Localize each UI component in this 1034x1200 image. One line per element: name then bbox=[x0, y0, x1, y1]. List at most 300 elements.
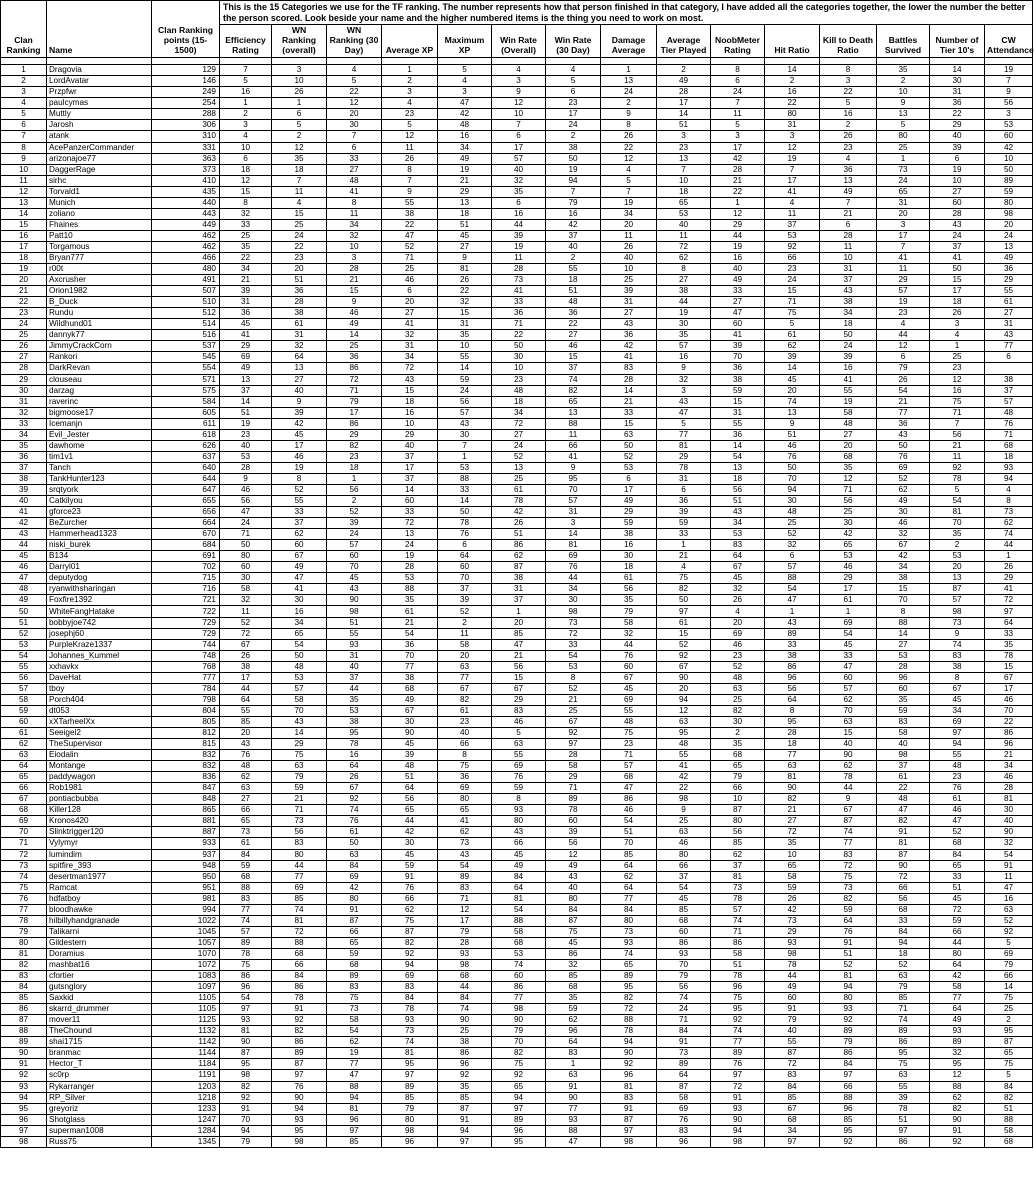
category-score-cell: 96 bbox=[438, 1059, 492, 1070]
category-score-cell: 86 bbox=[877, 1037, 930, 1048]
category-score-cell: 61 bbox=[272, 319, 327, 330]
points-cell: 254 bbox=[152, 98, 220, 109]
category-score-cell: 48 bbox=[327, 175, 382, 186]
category-score-cell: 83 bbox=[930, 650, 985, 661]
category-score-cell: 57 bbox=[930, 595, 985, 606]
table-row bbox=[1, 363, 1033, 374]
points-cell: 664 bbox=[152, 518, 220, 529]
category-score-cell: 97 bbox=[601, 1125, 657, 1136]
player-name-cell: paulcymas bbox=[47, 98, 152, 109]
rank-cell: 37 bbox=[1, 462, 47, 473]
category-score-cell: 48 bbox=[711, 672, 765, 683]
category-score-cell: 56 bbox=[546, 838, 601, 849]
player-name-cell: Icemanjn bbox=[47, 418, 152, 429]
category-score-cell: 48 bbox=[382, 761, 438, 772]
category-score-cell: 94 bbox=[985, 473, 1033, 484]
rank-cell: 33 bbox=[1, 418, 47, 429]
player-name-cell: Kronos420 bbox=[47, 816, 152, 827]
category-score-cell: 51 bbox=[546, 286, 601, 297]
category-score-cell: 68 bbox=[765, 1114, 820, 1125]
category-score-cell: 89 bbox=[327, 971, 382, 982]
category-score-cell: 46 bbox=[711, 639, 765, 650]
rank-cell: 3 bbox=[1, 87, 47, 98]
category-score-cell: 79 bbox=[546, 197, 601, 208]
category-score-cell: 70 bbox=[546, 484, 601, 495]
category-score-cell: 63 bbox=[820, 716, 877, 727]
category-score-cell: 52 bbox=[765, 529, 820, 540]
category-score-cell: 45 bbox=[546, 937, 601, 948]
category-score-cell: 25 bbox=[657, 816, 711, 827]
category-score-cell: 15 bbox=[272, 208, 327, 219]
category-score-cell: 65 bbox=[438, 805, 492, 816]
category-score-cell: 11 bbox=[272, 186, 327, 197]
player-name-cell: niski_burek bbox=[47, 540, 152, 551]
category-score-cell: 28 bbox=[601, 374, 657, 385]
category-score-cell: 39 bbox=[601, 286, 657, 297]
category-score-cell: 70 bbox=[438, 573, 492, 584]
category-score-cell: 49 bbox=[657, 76, 711, 87]
category-score-cell: 91 bbox=[657, 1037, 711, 1048]
category-score-cell: 11 bbox=[382, 142, 438, 153]
category-score-cell: 29 bbox=[820, 573, 877, 584]
category-score-cell: 30 bbox=[438, 429, 492, 440]
category-score-cell: 84 bbox=[877, 926, 930, 937]
category-score-cell: 94 bbox=[930, 739, 985, 750]
category-score-cell: 21 bbox=[327, 275, 382, 286]
category-score-cell: 61 bbox=[877, 772, 930, 783]
category-score-cell: 73 bbox=[438, 838, 492, 849]
category-score-cell: 4 bbox=[327, 65, 382, 76]
category-score-cell: 5 bbox=[877, 120, 930, 131]
rank-cell: 83 bbox=[1, 971, 47, 982]
category-score-cell: 56 bbox=[711, 484, 765, 495]
category-score-cell: 19 bbox=[438, 164, 492, 175]
category-score-cell: 75 bbox=[930, 396, 985, 407]
category-score-cell: 32 bbox=[765, 540, 820, 551]
category-score-cell: 20 bbox=[382, 297, 438, 308]
category-score-cell: 2 bbox=[546, 252, 601, 263]
category-score-cell: 2 bbox=[546, 131, 601, 142]
category-score-cell: 56 bbox=[877, 893, 930, 904]
category-score-cell: 2 bbox=[877, 76, 930, 87]
category-score-cell: 65 bbox=[820, 540, 877, 551]
category-score-cell: 4 bbox=[820, 153, 877, 164]
rank-cell: 58 bbox=[1, 694, 47, 705]
category-score-cell: 59 bbox=[546, 1004, 601, 1015]
category-score-cell: 22 bbox=[546, 319, 601, 330]
player-name-cell: Russ75 bbox=[47, 1136, 152, 1147]
category-score-cell: 61 bbox=[601, 573, 657, 584]
category-score-cell: 90 bbox=[657, 672, 711, 683]
category-score-cell: 27 bbox=[930, 186, 985, 197]
category-score-cell: 7 bbox=[765, 164, 820, 175]
table-row bbox=[1, 341, 1033, 352]
category-score-cell: 55 bbox=[492, 750, 546, 761]
rank-cell: 93 bbox=[1, 1081, 47, 1092]
category-score-cell: 82 bbox=[438, 694, 492, 705]
category-score-cell: 72 bbox=[930, 904, 985, 915]
category-score-cell: 29 bbox=[220, 341, 272, 352]
table-row bbox=[1, 728, 1033, 739]
category-score-cell: 94 bbox=[546, 175, 601, 186]
rank-cell: 30 bbox=[1, 385, 47, 396]
category-score-cell: 1 bbox=[272, 98, 327, 109]
category-score-cell: 84 bbox=[382, 993, 438, 1004]
category-score-cell: 83 bbox=[272, 838, 327, 849]
category-score-cell: 22 bbox=[930, 109, 985, 120]
category-score-cell: 26 bbox=[220, 650, 272, 661]
category-score-cell: 75 bbox=[272, 750, 327, 761]
category-score-cell: 70 bbox=[985, 705, 1033, 716]
category-score-cell: 49 bbox=[711, 275, 765, 286]
category-score-cell: 43 bbox=[711, 507, 765, 518]
category-score-cell: 46 bbox=[327, 308, 382, 319]
category-score-cell: 25 bbox=[327, 341, 382, 352]
rank-cell: 49 bbox=[1, 595, 47, 606]
category-score-cell: 14 bbox=[546, 529, 601, 540]
category-score-cell: 87 bbox=[272, 1059, 327, 1070]
category-score-cell: 37 bbox=[382, 451, 438, 462]
category-score-cell: 88 bbox=[877, 617, 930, 628]
category-score-cell: 21 bbox=[438, 175, 492, 186]
category-score-cell: 79 bbox=[382, 1103, 438, 1114]
points-cell: 950 bbox=[152, 871, 220, 882]
category-score-cell: 3 bbox=[327, 252, 382, 263]
category-score-cell: 68 bbox=[327, 959, 382, 970]
category-score-cell: 75 bbox=[438, 761, 492, 772]
category-score-cell: 67 bbox=[327, 783, 382, 794]
category-score-cell: 72 bbox=[382, 518, 438, 529]
category-score-cell: 41 bbox=[382, 319, 438, 330]
category-score-cell: 49 bbox=[601, 496, 657, 507]
category-score-cell: 60 bbox=[382, 496, 438, 507]
category-score-cell: 87 bbox=[220, 1048, 272, 1059]
category-score-cell: 52 bbox=[711, 661, 765, 672]
category-score-cell: 60 bbox=[877, 683, 930, 694]
category-score-cell: 63 bbox=[546, 1070, 601, 1081]
category-score-cell: 32 bbox=[985, 838, 1033, 849]
category-score-cell: 70 bbox=[930, 518, 985, 529]
category-score-cell: 11 bbox=[657, 230, 711, 241]
category-score-cell: 77 bbox=[765, 750, 820, 761]
category-score-cell: 44 bbox=[711, 230, 765, 241]
category-score-cell: 28 bbox=[438, 937, 492, 948]
category-score-cell: 59 bbox=[877, 705, 930, 716]
category-score-cell: 81 bbox=[220, 1026, 272, 1037]
category-score-cell: 9 bbox=[657, 805, 711, 816]
category-score-cell: 30 bbox=[657, 319, 711, 330]
category-score-cell: 46 bbox=[546, 341, 601, 352]
category-score-cell: 91 bbox=[985, 860, 1033, 871]
category-score-cell: 25 bbox=[220, 230, 272, 241]
table-row bbox=[1, 540, 1033, 551]
category-score-cell: 27 bbox=[657, 275, 711, 286]
category-score-cell: 47 bbox=[657, 407, 711, 418]
category-score-cell: 82 bbox=[601, 993, 657, 1004]
category-score-cell: 15 bbox=[820, 728, 877, 739]
category-score-cell: 9 bbox=[438, 252, 492, 263]
category-score-cell: 8 bbox=[985, 496, 1033, 507]
category-score-cell: 19 bbox=[220, 418, 272, 429]
category-score-cell: 21 bbox=[765, 805, 820, 816]
category-score-cell: 70 bbox=[601, 838, 657, 849]
category-score-cell: 87 bbox=[930, 584, 985, 595]
category-score-cell: 56 bbox=[820, 496, 877, 507]
table-row bbox=[1, 374, 1033, 385]
rank-cell: 36 bbox=[1, 451, 47, 462]
category-score-cell: 17 bbox=[820, 584, 877, 595]
category-score-cell: 83 bbox=[601, 1092, 657, 1103]
category-score-cell: 3 bbox=[711, 131, 765, 142]
category-score-cell: 6 bbox=[438, 540, 492, 551]
category-score-cell: 71 bbox=[327, 385, 382, 396]
category-score-cell: 87 bbox=[657, 1081, 711, 1092]
category-score-cell: 35 bbox=[220, 241, 272, 252]
category-score-cell: 80 bbox=[711, 816, 765, 827]
category-score-cell: 69 bbox=[546, 551, 601, 562]
category-score-cell: 11 bbox=[492, 252, 546, 263]
player-name-cell: Darryl01 bbox=[47, 562, 152, 573]
category-score-cell: 94 bbox=[877, 937, 930, 948]
category-score-cell: 56 bbox=[601, 584, 657, 595]
player-name-cell: desertman1977 bbox=[47, 871, 152, 882]
category-score-cell: 55 bbox=[438, 352, 492, 363]
points-cell: 584 bbox=[152, 396, 220, 407]
points-cell: 554 bbox=[152, 363, 220, 374]
rank-cell: 17 bbox=[1, 241, 47, 252]
category-score-cell: 32 bbox=[438, 297, 492, 308]
category-score-cell: 87 bbox=[820, 816, 877, 827]
category-score-cell: 50 bbox=[930, 264, 985, 275]
category-score-cell: 67 bbox=[546, 716, 601, 727]
category-score-cell: 89 bbox=[220, 937, 272, 948]
category-score-cell: 97 bbox=[220, 1004, 272, 1015]
category-score-cell: 43 bbox=[220, 739, 272, 750]
category-score-cell: 30 bbox=[220, 573, 272, 584]
category-score-cell: 55 bbox=[546, 264, 601, 275]
category-score-cell: 31 bbox=[985, 319, 1033, 330]
category-score-cell: 29 bbox=[492, 694, 546, 705]
category-score-cell: 3 bbox=[220, 120, 272, 131]
points-cell: 507 bbox=[152, 286, 220, 297]
points-cell: 571 bbox=[152, 374, 220, 385]
category-score-cell: 18 bbox=[877, 948, 930, 959]
category-score-cell: 12 bbox=[877, 341, 930, 352]
category-score-cell: 58 bbox=[930, 982, 985, 993]
category-score-cell: 5 bbox=[272, 120, 327, 131]
category-score-cell: 7 bbox=[711, 98, 765, 109]
category-score-cell: 1 bbox=[820, 606, 877, 617]
table-row bbox=[1, 208, 1033, 219]
category-score-cell: 24 bbox=[220, 518, 272, 529]
category-score-cell: 41 bbox=[327, 186, 382, 197]
category-score-cell: 20 bbox=[220, 728, 272, 739]
category-score-cell: 67 bbox=[985, 672, 1033, 683]
category-score-cell: 37 bbox=[272, 518, 327, 529]
category-score-cell: 20 bbox=[438, 650, 492, 661]
category-score-cell: 97 bbox=[711, 1070, 765, 1081]
category-score-cell: 47 bbox=[930, 816, 985, 827]
category-score-cell: 28 bbox=[930, 208, 985, 219]
table-row bbox=[1, 694, 1033, 705]
category-score-cell: 59 bbox=[711, 385, 765, 396]
rank-cell: 26 bbox=[1, 341, 47, 352]
player-name-cell: Patt10 bbox=[47, 230, 152, 241]
category-score-cell: 36 bbox=[327, 352, 382, 363]
points-cell: 410 bbox=[152, 175, 220, 186]
category-score-cell: 33 bbox=[382, 507, 438, 518]
category-score-cell: 17 bbox=[601, 484, 657, 495]
category-score-cell: 37 bbox=[382, 473, 438, 484]
category-score-cell: 50 bbox=[765, 462, 820, 473]
category-score-cell: 16 bbox=[327, 750, 382, 761]
category-score-cell: 93 bbox=[438, 948, 492, 959]
category-score-cell: 89 bbox=[820, 1026, 877, 1037]
category-score-cell: 12 bbox=[220, 175, 272, 186]
category-score-cell: 68 bbox=[820, 451, 877, 462]
category-score-cell: 69 bbox=[492, 761, 546, 772]
category-score-cell: 6 bbox=[492, 197, 546, 208]
category-score-cell: 14 bbox=[930, 65, 985, 76]
category-score-cell: 45 bbox=[438, 230, 492, 241]
category-score-cell: 78 bbox=[601, 1026, 657, 1037]
ranking-rows bbox=[1, 65, 1033, 1148]
category-score-cell: 29 bbox=[327, 429, 382, 440]
table-row bbox=[1, 959, 1033, 970]
table-row bbox=[1, 871, 1033, 882]
category-score-cell: 40 bbox=[711, 264, 765, 275]
category-score-cell: 5 bbox=[765, 319, 820, 330]
category-score-cell bbox=[985, 363, 1033, 374]
category-score-cell: 38 bbox=[985, 374, 1033, 385]
category-score-cell: 18 bbox=[220, 164, 272, 175]
category-score-cell: 26 bbox=[765, 893, 820, 904]
category-score-cell: 7 bbox=[657, 164, 711, 175]
category-score-cell: 54 bbox=[220, 993, 272, 1004]
category-score-cell: 96 bbox=[820, 1103, 877, 1114]
rank-cell: 81 bbox=[1, 948, 47, 959]
category-score-cell: 61 bbox=[382, 606, 438, 617]
category-score-cell: 57 bbox=[546, 496, 601, 507]
points-cell: 146 bbox=[152, 76, 220, 87]
category-score-cell: 65 bbox=[492, 1081, 546, 1092]
table-row bbox=[1, 451, 1033, 462]
player-name-cell: spitfire_393 bbox=[47, 860, 152, 871]
category-score-cell: 96 bbox=[492, 1125, 546, 1136]
category-score-cell: 54 bbox=[546, 650, 601, 661]
table-row bbox=[1, 496, 1033, 507]
category-score-cell: 34 bbox=[711, 518, 765, 529]
category-score-cell: 27 bbox=[438, 241, 492, 252]
category-score-cell: 7 bbox=[930, 418, 985, 429]
category-score-cell: 36 bbox=[546, 308, 601, 319]
points-cell: 512 bbox=[152, 308, 220, 319]
category-score-cell: 45 bbox=[220, 319, 272, 330]
category-score-cell: 51 bbox=[711, 959, 765, 970]
category-score-cell: 33 bbox=[765, 639, 820, 650]
table-row bbox=[1, 915, 1033, 926]
category-score-cell: 39 bbox=[220, 286, 272, 297]
category-score-cell: 41 bbox=[438, 816, 492, 827]
category-score-cell: 20 bbox=[492, 617, 546, 628]
player-name-cell: Ramcat bbox=[47, 882, 152, 893]
category-score-cell: 3 bbox=[492, 76, 546, 87]
category-score-cell: 36 bbox=[930, 98, 985, 109]
category-score-cell: 91 bbox=[601, 1103, 657, 1114]
player-name-cell: mover11 bbox=[47, 1015, 152, 1026]
category-score-cell: 97 bbox=[820, 1070, 877, 1081]
category-score-cell: 77 bbox=[220, 904, 272, 915]
category-score-cell: 61 bbox=[327, 827, 382, 838]
category-score-cell: 45 bbox=[382, 849, 438, 860]
category-score-cell: 40 bbox=[985, 816, 1033, 827]
category-score-cell: 37 bbox=[765, 219, 820, 230]
category-score-cell: 51 bbox=[985, 1103, 1033, 1114]
category-score-cell: 7 bbox=[877, 241, 930, 252]
points-cell: 310 bbox=[152, 131, 220, 142]
points-cell: 684 bbox=[152, 540, 220, 551]
category-score-cell: 50 bbox=[438, 507, 492, 518]
category-score-cell: 3 bbox=[765, 131, 820, 142]
category-score-cell: 66 bbox=[657, 860, 711, 871]
category-score-cell: 58 bbox=[985, 1125, 1033, 1136]
category-score-cell: 31 bbox=[711, 407, 765, 418]
category-score-cell: 85 bbox=[492, 628, 546, 639]
rank-cell: 87 bbox=[1, 1015, 47, 1026]
category-score-cell: 10 bbox=[327, 241, 382, 252]
player-name-cell: DaggerRage bbox=[47, 164, 152, 175]
player-name-cell: DarkRevan bbox=[47, 363, 152, 374]
category-score-cell: 35 bbox=[601, 595, 657, 606]
category-score-cell: 26 bbox=[930, 308, 985, 319]
category-score-cell: 28 bbox=[382, 562, 438, 573]
category-score-cell: 3 bbox=[272, 65, 327, 76]
category-score-cell: 55 bbox=[220, 705, 272, 716]
category-score-cell: 45 bbox=[492, 849, 546, 860]
points-cell: 656 bbox=[152, 507, 220, 518]
category-score-cell: 72 bbox=[765, 827, 820, 838]
category-score-cell: 30 bbox=[601, 551, 657, 562]
category-score-cell: 84 bbox=[220, 849, 272, 860]
category-score-cell: 20 bbox=[877, 208, 930, 219]
category-score-cell: 26 bbox=[492, 518, 546, 529]
category-score-cell: 57 bbox=[601, 761, 657, 772]
category-score-cell: 50 bbox=[272, 650, 327, 661]
category-score-cell: 48 bbox=[765, 507, 820, 518]
player-name-cell: Axcrusher bbox=[47, 275, 152, 286]
category-score-cell: 46 bbox=[985, 694, 1033, 705]
category-score-cell: 66 bbox=[985, 971, 1033, 982]
category-score-cell: 9 bbox=[877, 98, 930, 109]
category-score-cell: 6 bbox=[382, 286, 438, 297]
category-score-cell: 82 bbox=[711, 705, 765, 716]
category-score-cell: 11 bbox=[220, 606, 272, 617]
category-score-cell: 6 bbox=[930, 153, 985, 164]
table-row bbox=[1, 241, 1033, 252]
category-score-cell: 38 bbox=[382, 208, 438, 219]
category-score-cell: 51 bbox=[820, 948, 877, 959]
category-score-cell: 9 bbox=[327, 297, 382, 308]
table-row bbox=[1, 584, 1033, 595]
category-score-cell: 44 bbox=[657, 297, 711, 308]
category-score-cell: 74 bbox=[546, 374, 601, 385]
category-score-cell: 49 bbox=[272, 562, 327, 573]
category-score-cell: 63 bbox=[327, 849, 382, 860]
category-score-cell: 48 bbox=[492, 385, 546, 396]
category-score-cell: 93 bbox=[382, 1015, 438, 1026]
category-score-cell: 24 bbox=[438, 385, 492, 396]
category-score-cell: 34 bbox=[327, 219, 382, 230]
